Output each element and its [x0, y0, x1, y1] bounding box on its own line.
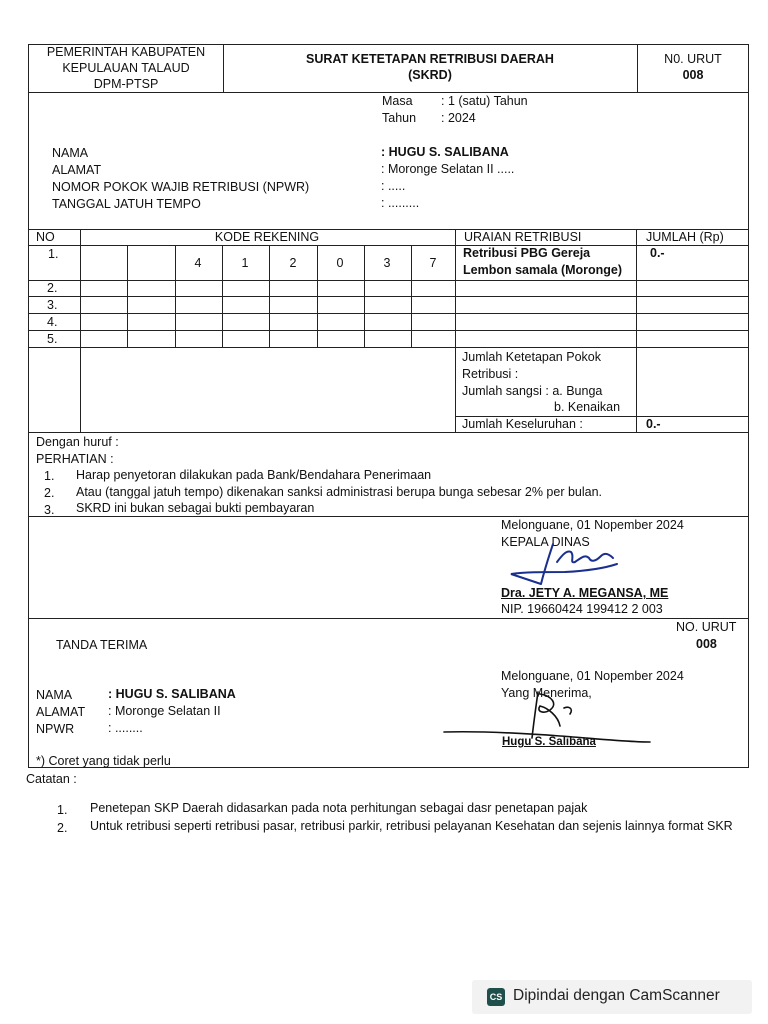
receipt-npwr-value: : ........	[108, 721, 143, 735]
receipt-nama-value: : HUGU S. SALIBANA	[108, 687, 236, 701]
nama-label: NAMA	[52, 146, 89, 160]
uraian-line-2: Lembon samala (Moronge)	[463, 263, 623, 277]
npwr-label: NOMOR POKOK WAJIB RETRIBUSI (NPWR)	[52, 180, 310, 194]
notice-item-text: Atau (tanggal jatuh tempo) dikenakan sanksi administrasi berupa bunga sebesar 2% per bulan.	[76, 485, 603, 499]
no-urut-label: N0. URUT	[664, 52, 722, 66]
col-jumlah: JUMLAH (Rp)	[646, 230, 724, 244]
uraian-line-1: Retribusi PBG Gereja	[463, 246, 591, 260]
head-signature	[505, 538, 625, 590]
total-value: 0.-	[646, 417, 661, 431]
receiver-name: Hugu S. Salibana	[502, 736, 596, 748]
alamat-label: ALAMAT	[52, 163, 102, 177]
total-label: Jumlah Keseluruhan :	[462, 417, 583, 431]
summary-line: Retribusi :	[462, 367, 519, 381]
tempo-value: : .........	[381, 196, 420, 210]
issuer-nip: NIP. 19660424 199412 2 003	[501, 602, 663, 616]
notice-item-text: SKRD ini bukan sebagai bukti pembayaran	[76, 501, 315, 515]
catatan-item-text: Untuk retribusi seperti retribusi pasar, retribusi parkir, retribusi pelayanan Kesehatan dan sejenis lainnya format SKR	[90, 819, 733, 833]
receipt-alamat-value: : Moronge Selatan II	[108, 704, 221, 718]
tahun-value: : 2024	[441, 111, 476, 125]
catatan-label: Catatan :	[26, 772, 77, 786]
dengan-huruf-label: Dengan huruf :	[36, 435, 119, 449]
receipt-title: TANDA TERIMA	[56, 638, 148, 652]
row-number: 2.	[47, 281, 58, 295]
camscanner-label: Dipindai dengan CamScanner	[513, 987, 720, 1004]
catatan-item-number: 1.	[57, 803, 68, 817]
kode-digit: 1	[241, 256, 249, 270]
receiver-label: Yang Menerima,	[501, 686, 592, 700]
kode-digit: 0	[336, 256, 344, 270]
catatan-item-number: 2.	[57, 821, 68, 835]
masa-label: Masa	[382, 94, 413, 108]
agency-line-1: PEMERINTAH KABUPATEN	[46, 45, 206, 59]
receipt-no-urut-value: 008	[696, 637, 717, 651]
issuer-place-date: Melonguane, 01 Nopember 2024	[501, 518, 684, 532]
summary-line: Jumlah Ketetapan Pokok	[462, 350, 601, 364]
receipt-alamat-label: ALAMAT	[36, 705, 86, 719]
kode-digit: 2	[289, 256, 297, 270]
notice-item-number: 3.	[44, 503, 55, 517]
no-urut-value: 008	[682, 68, 704, 82]
tahun-label: Tahun	[382, 111, 417, 125]
notice-item-number: 1.	[44, 469, 55, 483]
tempo-label: TANGGAL JATUH TEMPO	[52, 197, 201, 211]
kode-digit: 7	[429, 256, 437, 270]
nama-value: : HUGU S. SALIBANA	[381, 145, 509, 159]
notice-item-number: 2.	[44, 486, 55, 500]
receipt-no-urut-label: NO. URUT	[676, 620, 737, 634]
kode-digit: 3	[383, 256, 391, 270]
masa-value: : 1 (satu) Tahun	[441, 94, 528, 108]
receipt-npwr-label: NPWR	[36, 722, 75, 736]
alamat-value: : Moronge Selatan II .....	[381, 162, 515, 176]
row-number: 3.	[47, 298, 58, 312]
summary-line: b. Kenaikan	[554, 400, 621, 414]
receipt-nama-label: NAMA	[36, 688, 73, 702]
agency-line-2: KEPULAUAN TALAUD	[62, 61, 190, 75]
title-line-1: SURAT KETETAPAN RETRIBUSI DAERAH	[306, 52, 554, 66]
col-uraian: URAIAN RETRIBUSI	[464, 230, 582, 244]
camscanner-logo-icon: CS	[487, 988, 505, 1006]
col-kode-rekening: KODE REKENING	[214, 230, 320, 244]
notice-item-text: Harap penyetoran dilakukan pada Bank/Bendahara Penerimaan	[76, 468, 432, 482]
issuer-name: Dra. JETY A. MEGANSA, ME	[501, 586, 669, 600]
title-line-2: (SKRD)	[408, 68, 452, 82]
jumlah-value: 0.-	[650, 246, 665, 260]
col-no: NO	[36, 230, 55, 244]
perhatian-label: PERHATIAN :	[36, 452, 114, 466]
npwr-value: : .....	[381, 179, 406, 193]
kode-digit: 4	[194, 256, 202, 270]
catatan-item-text: Penetepan SKP Daerah didasarkan pada nota perhitungan sebagai dasr penetapan pajak	[90, 801, 588, 815]
agency-line-3: DPM-PTSP	[93, 77, 159, 91]
summary-line: Jumlah sangsi : a. Bunga	[462, 384, 603, 398]
row-number: 5.	[47, 332, 58, 346]
issuer-position: KEPALA DINAS	[501, 535, 590, 549]
row-number: 4.	[47, 315, 58, 329]
coret-footnote: *) Coret yang tidak perlu	[36, 754, 171, 768]
row-number: 1.	[48, 247, 59, 261]
receipt-place-date: Melonguane, 01 Nopember 2024	[501, 669, 684, 683]
